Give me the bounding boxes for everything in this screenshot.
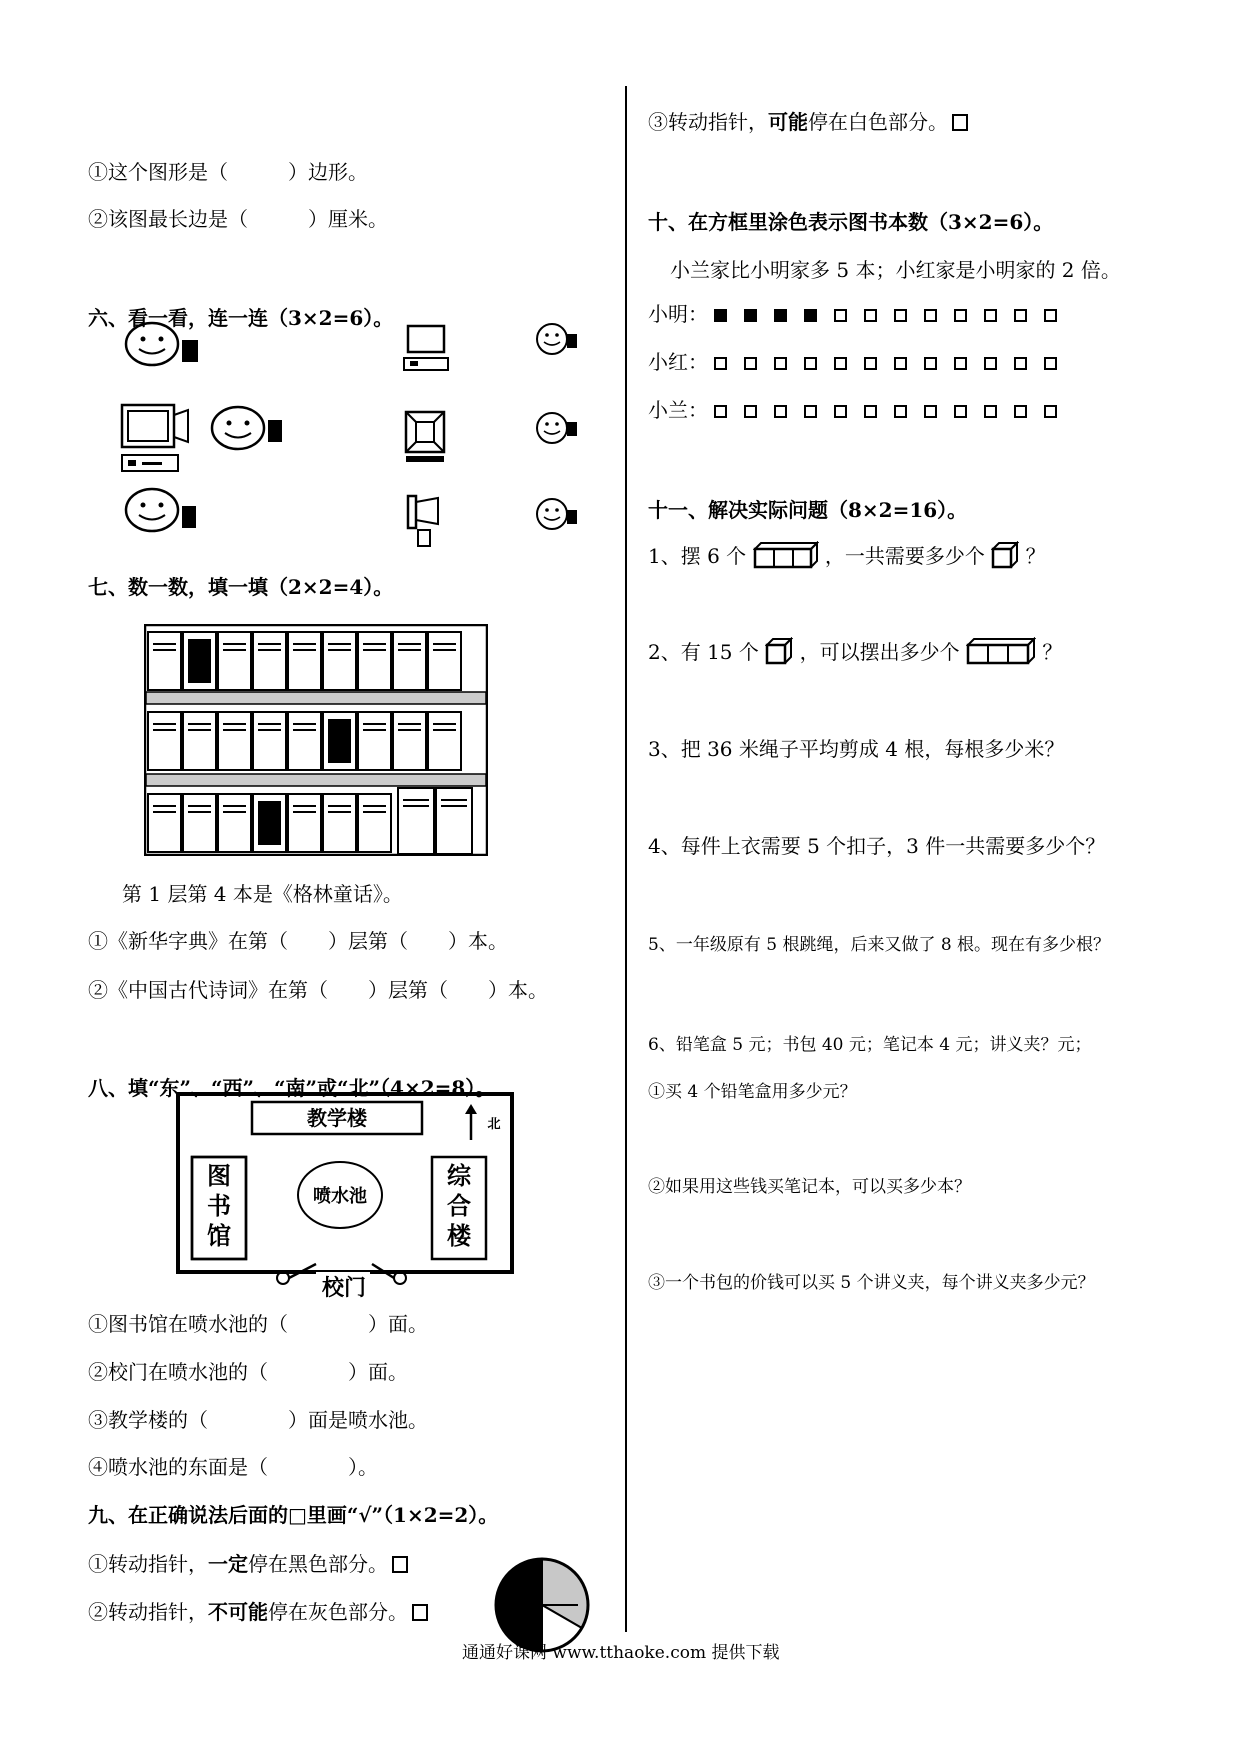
problem-4: 4、每件上衣需要 5 个扣子，3 件一共需要多少个？ [648,834,1106,858]
smiley-icon [537,499,577,529]
map-label-char: 馆 [207,1222,231,1250]
fountain-label: 喷水池 [313,1186,367,1207]
s9-statement-2: ②转动指针，不可能停在灰色部分。 [88,1596,428,1625]
three-cube-row-icon [966,637,1036,665]
smiley-icon [212,407,282,449]
book-box[interactable] [1014,309,1027,322]
s9-statement-1: ①转动指针，一定停在黑色部分。 [88,1548,408,1577]
smiley-icon [126,489,196,531]
book-box[interactable] [894,405,907,418]
book-spine [436,788,472,854]
book-box[interactable] [984,357,997,370]
problem-1: 1、摆 6 个 ，一共需要多少个 ？ [648,540,1046,569]
book-box[interactable] [804,405,817,418]
bookshelf-example: 第 1 层第 4 本是《格林童话》。 [122,882,403,906]
book-box[interactable] [714,309,727,322]
book-title-mark [259,802,280,844]
problem-6-3: ③一个书包的价钱可以买 5 个讲义夹，每个讲义夹多少元？ [648,1273,1095,1293]
book-box[interactable] [1044,357,1057,370]
footer-credit: 通通好课网 www.tthaoke.com 提供下载 [462,1643,780,1663]
book-box[interactable] [924,357,937,370]
bookshelf-diagram [144,624,488,856]
map-label-char: 综 [447,1162,471,1190]
book-box[interactable] [804,357,817,370]
smiley-icon [126,323,198,365]
book-box[interactable] [864,309,877,322]
section-10-title: 十、在方框里涂色表示图书本数（3×2=6）。 [648,210,1054,234]
book-row [648,394,1074,423]
north-arrow-label: 北 [487,1117,501,1132]
computer-top-view-icon [406,412,444,462]
problem-6-1: ①买 4 个铅笔盒用多少元？ [648,1082,857,1102]
book-box[interactable] [744,357,757,370]
book-box[interactable] [1044,309,1057,322]
book-box[interactable] [714,357,727,370]
book-box[interactable] [954,309,967,322]
s8-question-4: ④喷水池的东面是（ ）。 [88,1455,378,1479]
book-title-mark [189,640,210,682]
problem-6-2: ②如果用这些钱买笔记本，可以买多少本？ [648,1177,971,1197]
book-row [648,346,1074,375]
book-spine [323,632,356,690]
s9-checkbox-2[interactable] [412,1604,428,1621]
book-spine [393,632,426,690]
map-label-char: 书 [207,1192,231,1220]
book-box[interactable] [744,405,757,418]
book-box[interactable] [774,357,787,370]
book-box[interactable] [714,405,727,418]
book-box[interactable] [864,357,877,370]
column-divider [625,86,627,1632]
s7-question-1: ①《新华字典》在第（ ）层第（ ）本。 [88,929,508,953]
book-box[interactable] [1014,357,1027,370]
book-spine [253,712,286,770]
book-box[interactable] [744,309,757,322]
book-box[interactable] [834,405,847,418]
book-spine [428,632,461,690]
book-spine [148,632,181,690]
book-row-label: 小兰： [648,398,708,422]
map-label-char: 合 [447,1192,471,1220]
smiley-icon [537,413,577,443]
map-label-char: 图 [207,1162,231,1190]
book-spine [323,794,356,852]
book-box[interactable] [864,405,877,418]
book-box[interactable] [1044,405,1057,418]
book-box[interactable] [894,357,907,370]
s9-checkbox-3[interactable] [952,114,968,131]
book-spine [183,712,216,770]
book-box[interactable] [1014,405,1027,418]
book-box[interactable] [774,405,787,418]
book-row-label: 小红： [648,350,708,374]
book-spine [148,712,181,770]
s9-statement-3: ③转动指针，可能停在白色部分。 [648,106,968,135]
book-spine [358,712,391,770]
section-9-title: 九、在正确说法后面的□里画“√”（1×2=2）。 [88,1503,499,1527]
problem-6: 6、铅笔盒 5 元；书包 40 元；笔记本 4 元；讲义夹？元； [648,1035,1092,1055]
section-7-title: 七、数一数，填一填（2×2=4）。 [88,575,394,599]
book-spine [288,712,321,770]
gate-label: 校门 [321,1276,367,1301]
book-spine [358,794,391,852]
school-map [176,1092,516,1302]
book-box[interactable] [834,357,847,370]
q5-line-1: ①这个图形是（ ）边形。 [88,160,368,184]
book-spine [218,794,251,852]
book-spine [253,632,286,690]
s9-checkbox-1[interactable] [392,1556,408,1573]
book-box[interactable] [954,357,967,370]
book-box[interactable] [774,309,787,322]
book-row [648,298,1074,327]
book-row-label: 小明： [648,302,708,326]
computer-icon [122,405,188,471]
book-box[interactable] [984,405,997,418]
book-spine [183,794,216,852]
book-box[interactable] [984,309,997,322]
computer-side-view-icon [408,496,438,546]
map-label-char: 楼 [447,1222,471,1250]
problem-5: 5、一年级原有 5 根跳绳，后来又做了 8 根。现在有多少根？ [648,935,1111,955]
book-spine [288,632,321,690]
section-6-title: 六、看一看，连一连（3×2=6）。 [88,306,394,330]
book-box[interactable] [834,309,847,322]
book-box[interactable] [954,405,967,418]
problem-3: 3、把 36 米绳子平均剪成 4 根，每根多少米？ [648,737,1065,761]
book-spine [358,632,391,690]
book-box[interactable] [894,309,907,322]
problem-2: 2、有 15 个 ，可以摆出多少个 ？ [648,636,1062,665]
building-label: 教学楼 [307,1106,367,1130]
cube-icon [991,541,1019,569]
computer-front-view-icon [404,326,448,370]
section-8-title: 八、填“东”、“西”、“南”或“北”（4×2=8）。 [88,1076,496,1100]
book-title-mark [329,720,350,762]
section-11-title: 十一、解决实际问题（8×2=16）。 [648,498,968,522]
book-box[interactable] [924,309,937,322]
book-box[interactable] [804,309,817,322]
matching-pictures [120,320,600,560]
s8-question-3: ③教学楼的（ ）面是喷水池。 [88,1408,428,1432]
s7-question-2: ②《中国古代诗词》在第（ ）层第（ ）本。 [88,978,548,1002]
smiley-icon [537,324,577,354]
book-spine [218,712,251,770]
s8-question-1: ①图书馆在喷水池的（ ）面。 [88,1312,428,1336]
cube-icon [765,637,793,665]
book-spine [398,788,434,854]
three-cube-row-icon [753,541,819,569]
q5-line-2: ②该图最长边是（ ）厘米。 [88,207,388,231]
book-spine [288,794,321,852]
book-spine [393,712,426,770]
s8-question-2: ②校门在喷水池的（ ）面。 [88,1360,408,1384]
s10-description: 小兰家比小明家多 5 本；小红家是小明家的 2 倍。 [670,258,1121,282]
book-spine [148,794,181,852]
book-spine [218,632,251,690]
book-box[interactable] [924,405,937,418]
book-spine [428,712,461,770]
